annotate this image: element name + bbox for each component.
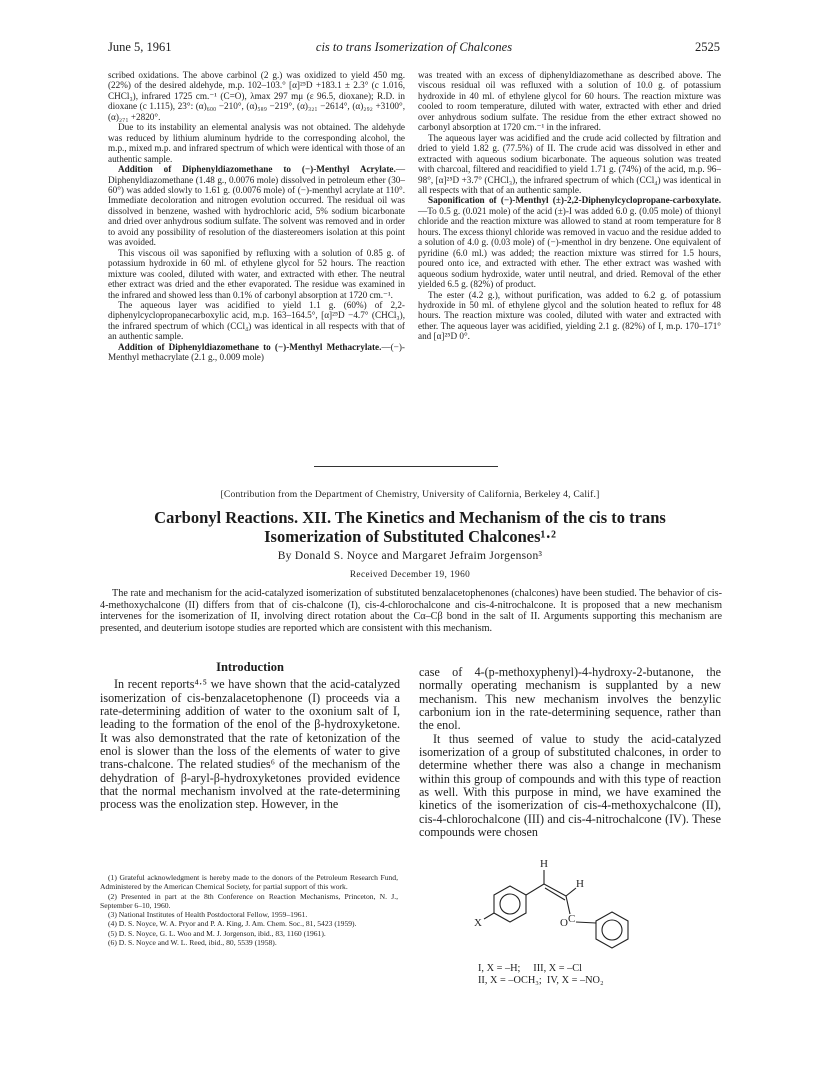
paragraph-text: was treated with an excess of diphenyldiazomethane as described above. The viscous residual oil was refluxed with a solution of 10.0 g. of potassium hydroxide in 40 ml. of ethylene glycol for 60 hours. The reaction mixture was cooled to room temperature, diluted with water, extracted with ether and dried over anhydrous sodium sulfate. The residue from the ether extract showed no carbonyl absorption at 1720 cm.⁻¹ in the infrared. (418, 70, 721, 133)
benzene-ring-right (596, 912, 628, 948)
paragraph-heading: Addition of Diphenyldiazomethane to (−)-Menthyl Acrylate. (118, 164, 396, 175)
paragraph (108, 300, 405, 342)
structure-caption-line-1: I, X = –H; III, X = –Cl (478, 963, 582, 974)
aromatic-circle-left (500, 894, 520, 914)
header-title: cis to trans Isomerization of Chalcones (315, 40, 513, 54)
paragraph (108, 342, 405, 363)
introduction-left-column (100, 661, 400, 812)
previous-article-left-column (108, 70, 405, 363)
structure-caption (478, 963, 678, 986)
received-date: Received December 19, 1960 (349, 570, 471, 580)
paragraph (108, 70, 405, 122)
bond-calpha-carbonyl (566, 896, 570, 914)
paragraph (418, 70, 721, 133)
previous-article-right-column (418, 70, 721, 342)
footnote: (4) D. S. Noyce, W. A. Pryor and P. A. King, J. Am. Chem. Soc., 81, 5423 (1959). (108, 919, 357, 929)
introduction-paragraph-2: case of 4-(p-methoxyphenyl)-4-hydroxy-2-butanone, the normally operating mechanism is supplanted by a new mechanism. This new mechanism involves the benzylic carbonium ion in the rate-determining sequence, rather than the enol. (419, 665, 721, 733)
structure-caption-line-2: II, X = –OCH₃; IV, X = –NO₂ (478, 974, 604, 986)
article-title-line-1: Carbonyl Reactions. XII. The Kinetics and Mechanism of the cis to trans (154, 508, 666, 527)
atom-x-substituent: X (474, 917, 482, 929)
paragraph (418, 290, 721, 342)
footnote: (5) D. S. Noyce, G. L. Woo and M. J. Jorgenson, ibid., 83, 1160 (1961). (108, 928, 326, 938)
paragraph-text: The aqueous layer was acidified to yield 1.1 g. (60%) of 2,2-diphenylcyclopropanecarboxylic acid, m.p. 163–164.5°, [α]²⁵D −4.7° (CHCl₃), the infrared spectrum of which (CCl₄) was identical in all respects with that of an authentic sample. (108, 299, 405, 342)
paragraph-text: —Diphenyldiazomethane (1.48 g., 0.0076 mole) dissolved in petroleum ether (30–60°) was added slowly to 1.61 g. (0.0076 mole) of (−)-menthyl acrylate at 110°. Immediate decoloration and nitrogen evolution occurred. The residual oil was dissolved in benzene, washed with hydrochloric acid, 5% sodium bicarbonate and dried over anhydrous sodium sulfate. The solvent was removed and in order to avoid any possibility of resolution of the diastereomers isolation at this point was avoided. (108, 164, 405, 248)
contribution-line: [Contribution from the Department of Chemistry, University of California, Berkeley 4, Calif.] (220, 489, 600, 500)
atom-h-beta: H (540, 858, 548, 870)
paragraph-text: —(−)-Menthyl methacrylate (2.1 g., 0.009 mole) (108, 341, 405, 363)
footnotes (100, 873, 398, 947)
introduction-right-column (419, 666, 721, 839)
abstract (100, 588, 722, 634)
introduction-heading: Introduction (216, 660, 284, 674)
paragraph (108, 122, 405, 164)
atom-h-alpha: H (576, 878, 584, 890)
chalcone-structure-svg (472, 856, 652, 966)
footnote: (3) National Institutes of Health Postdoctoral Fellow, 1959–1961. (108, 910, 308, 920)
header-date: June 5, 1961 (108, 40, 172, 54)
running-header (108, 40, 720, 56)
authors: By Donald S. Noyce and Margaret Jefraim Jorgenson³ (277, 550, 543, 562)
abstract-text: The rate and mechanism for the acid-catalyzed isomerization of substituted benzalacetophenones (chalcones) have been studied. The behavior of cis-4-methoxychalcone (II) differs from that of cis-chalcone (I), cis-4-chlorochalcone and cis-4-nitrochalcone. It is proposed that a new mechanism intervenes for the isomerization of II, involving direct rotation about the Cα–Cβ bond in the salt of II. Arguments supporting this mechanism are presented, and deuterium isotope studies are reported which are consistent with this mechanism. (100, 588, 722, 634)
footnote: (6) D. S. Noyce and W. L. Reed, ibid., 80, 5539 (1958). (108, 938, 277, 948)
atom-o-carbonyl: O (560, 917, 568, 929)
article-divider (314, 466, 498, 467)
chalcone-structure-diagram (472, 856, 652, 966)
benzene-ring-left (494, 886, 526, 922)
paragraph-text: This viscous oil was saponified by refluxing with a solution of 0.85 g. of potassium hydroxide in 60 ml. of ethylene glycol for 52 hours. The reaction mixture was cooled, diluted with water, and extracted with ether. The neutral ether extract was dried and the ether evaporated. The residue was examined in the infrared and showed less than 0.1% of carbonyl absorption at 1720 cm.⁻¹. (108, 247, 405, 300)
aromatic-circle-right (602, 920, 622, 940)
article-title (100, 508, 720, 546)
bond-ring-x (484, 913, 494, 919)
footnote: (2) Presented in part at the 8th Conference on Reaction Mechanisms, Princeton, N. J., September 6–10, 1960. (100, 891, 398, 910)
bond-carbonyl-ring (576, 922, 596, 923)
paragraph (418, 133, 721, 196)
paragraph (108, 248, 405, 300)
paragraph-text: The ester (4.2 g.), without purification, was added to 6.2 g. of potassium hydroxide in 50 ml. of ethylene glycol and the solution heated to reflux for 48 hours. The reaction mixture was cooled, diluted with water and extracted with ether. The aqueous layer was acidified, yielding 2.1 g. (82%) of I, m.p. 170–171° and [α]²⁵D 0°. (418, 289, 721, 342)
paragraph-text: Due to its instability an elemental analysis was not obtained. The aldehyde was reduced by lithium aluminum hydride to the corresponding alcohol, the m.p., mixed m.p. and infrared spectrum of which were identical with those of an authentic sample. (108, 122, 405, 164)
article-title-line-2: Isomerization of Substituted Chalcones¹·² (264, 527, 556, 546)
paragraph-text: The aqueous layer was acidified and the crude acid collected by filtration and dried to yield 1.82 g. (77.5%) of II. The crude acid was dissolved in ether and extracted with aqueous sodium bicarbonate. The aqueous solution was treated with charcoal, filtered and reacidified to yield 1.71 g. (74%) of the acid, m.p. 96–98°, [α]²⁵D +3.7° (CHCl₃), the infrared spectrum of which (CCl₄) was identical in all respects with that of an authentic sample. (418, 132, 721, 195)
paragraph-text: scribed oxidations. The above carbinol (2 g.) was oxidized to yield 450 mg. (22%) of the desired aldehyde, m.p. 102–103.° [α]²⁵D +183.1 ± 2.3° (c 1.016, CHCl₃), infrared 1725 cm.⁻¹ (C=O), λmax 297 mμ (ε 96.5, dioxane); R.D. in dioxane (c 1.115), 23°: (α)₆₀₀ −210°, (α)₅₈₉ −219°, (α)₃₂₁ −2614°, (α)₂₉₂ +3100°, (α)₂₇₁ +2820°. (108, 70, 405, 122)
page-number: 2525 (695, 40, 720, 54)
paragraph (108, 164, 405, 248)
paragraph (418, 195, 721, 289)
bond-calpha-h (566, 888, 576, 896)
paragraph-heading: Saponification of (−)-Menthyl (±)-2,2-Diphenylcyclopropane-carboxylate. (428, 195, 721, 206)
bond-ring-to-cbeta (526, 884, 544, 895)
footnote: (1) Grateful acknowledgment is hereby made to the donors of the Petroleum Research Fund, Administered by the American Chemical Society, for partial support of this work. (100, 873, 398, 892)
atom-c-carbonyl: C (568, 913, 576, 925)
introduction-paragraph-3: It thus seemed of value to study the acid-catalyzed isomerization of a group of substituted chalcones, in order to determine whether there was also a change in mechanism within this group of compounds and with this type of reaction as well. With this purpose in mind, we have examined the kinetics of the isomerization of cis-4-methoxychalcone (II), cis-4-chlorochalcone (III) and cis-4-nitrochalcone (IV). These compounds were chosen (419, 731, 721, 840)
paragraph-text: —To 0.5 g. (0.021 mole) of the acid (±)-I was added 6.0 g. (0.05 mole) of thionyl chloride and the reaction mixture was allowed to stand at room temperature for 8 hours. The excess thionyl chloride was removed in vacuo and the residue added to a solution of 4.0 g. (0.03 mole) of (−)-menthol in dry benzene. One equivalent of pyridine (6.0 ml.) was added; the reaction mixture was stirred for 1.5 hours, poured onto ice, and extracted with ether. The ether extract was washed with aqueous sodium hydroxide, water until neutral, and dried. Removal of the ether yielded 6.5 g. (82%) of product. (418, 205, 721, 290)
paragraph-heading: Addition of Diphenyldiazomethane to (−)-Menthyl Methacrylate. (118, 341, 382, 352)
introduction-paragraph-1: In recent reports⁴·⁵ we have shown that the acid-catalyzed isomerization of cis-benzalacetophenone (I) proceeds via a rate-determining addition of water to the oxonium salt of I, leading to the formation of the enol of the β-hydroxyketone. It was also demonstrated that the rate of ketonization of the enol is slower than the loss of the elements of water to give trans-chalcone. The related studies⁶ of the mechanism of the dehydration of β-aryl-β-hydroxyketones provided evidence that the normal mechanism involved at the rate-determining process was the enolization step. However, in the (100, 677, 400, 812)
